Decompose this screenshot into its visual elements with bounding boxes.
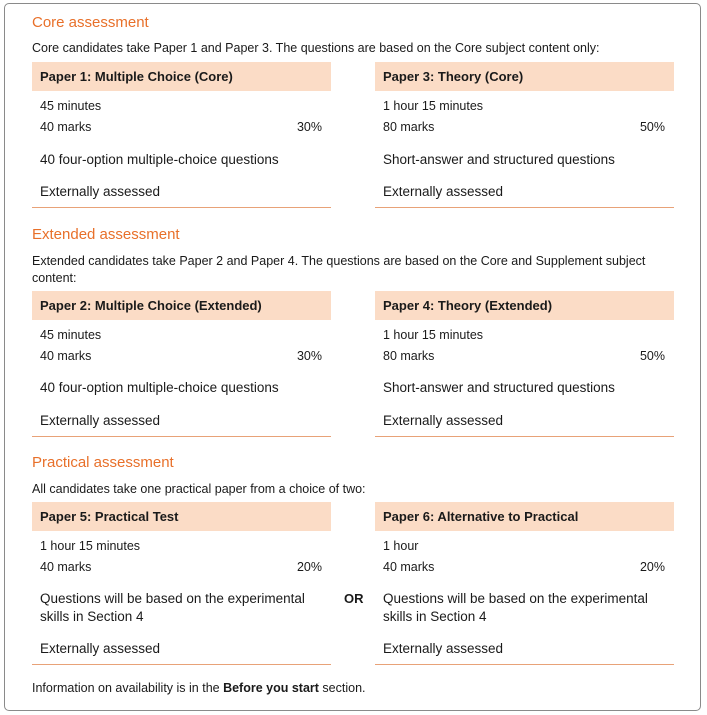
practical-assessment-title: Practical assessment [32,454,174,471]
or-label: OR [344,591,364,606]
paper-3-marks: 80 marks [383,120,435,134]
paper-2-card [32,291,331,437]
paper-2-description: 40 four-option multiple-choice questions [40,380,279,395]
practical-intro: All candidates take one practical paper from a choice of two: [32,482,366,496]
paper-3-assessed: Externally assessed [383,184,504,199]
paper-6-duration: 1 hour [383,539,419,553]
availability-note-after: section. [318,681,366,695]
paper-3-description: Short-answer and structured questions [383,152,615,167]
extended-intro: Extended candidates take Paper 2 and Paper 4. The questions are based on the Core and Supplement subject content: [32,254,646,285]
paper-5-weight: 20% [296,560,322,574]
core-assessment-title: Core assessment [32,14,149,31]
core-intro: Core candidates take Paper 1 and Paper 3. The questions are based on the Core subject content only: [32,41,600,55]
paper-4-duration: 1 hour 15 minutes [383,328,484,342]
paper-1-description: 40 four-option multiple-choice questions [40,152,279,167]
paper-5-marks: 40 marks [40,560,92,574]
paper-4-weight: 50% [639,349,665,363]
paper-1-duration: 45 minutes [40,99,102,113]
paper-4-marks: 80 marks [383,349,435,363]
paper-2-duration: 45 minutes [40,328,102,342]
paper-5-title: Paper 5: Practical Test [32,502,331,531]
paper-5-duration: 1 hour 15 minutes [40,539,141,553]
paper-3-card [375,62,674,208]
availability-note [32,681,366,695]
paper-6-assessed: Externally assessed [383,641,504,656]
paper-4-description: Short-answer and structured questions [383,380,615,395]
paper-2-assessed: Externally assessed [40,413,161,428]
paper-6-title: Paper 6: Alternative to Practical [375,502,674,531]
paper-4-assessed: Externally assessed [383,413,504,428]
paper-1-title: Paper 1: Multiple Choice (Core) [32,62,331,91]
paper-3-weight: 50% [639,120,665,134]
paper-1-weight: 30% [296,120,322,134]
paper-1-marks: 40 marks [40,120,92,134]
paper-2-marks: 40 marks [40,349,92,363]
paper-2-weight: 30% [296,349,322,363]
paper-1-card [32,62,331,208]
paper-6-description: Questions will be based on the experimental skills in Section 4 [383,591,648,624]
paper-5-card [32,502,331,665]
paper-3-duration: 1 hour 15 minutes [383,99,484,113]
before-you-start-link-text: Before you start [223,681,319,695]
paper-5-assessed: Externally assessed [40,641,161,656]
extended-assessment-title: Extended assessment [32,226,180,243]
availability-note-before: Information on availability is in the [32,681,224,695]
paper-1-assessed: Externally assessed [40,184,161,199]
paper-6-marks: 40 marks [383,560,435,574]
paper-6-card [375,502,674,665]
paper-4-card [375,291,674,437]
paper-3-title: Paper 3: Theory (Core) [375,62,674,91]
paper-6-weight: 20% [639,560,665,574]
paper-5-description: Questions will be based on the experimental skills in Section 4 [40,591,305,624]
paper-2-title: Paper 2: Multiple Choice (Extended) [32,291,331,320]
paper-4-title: Paper 4: Theory (Extended) [375,291,674,320]
